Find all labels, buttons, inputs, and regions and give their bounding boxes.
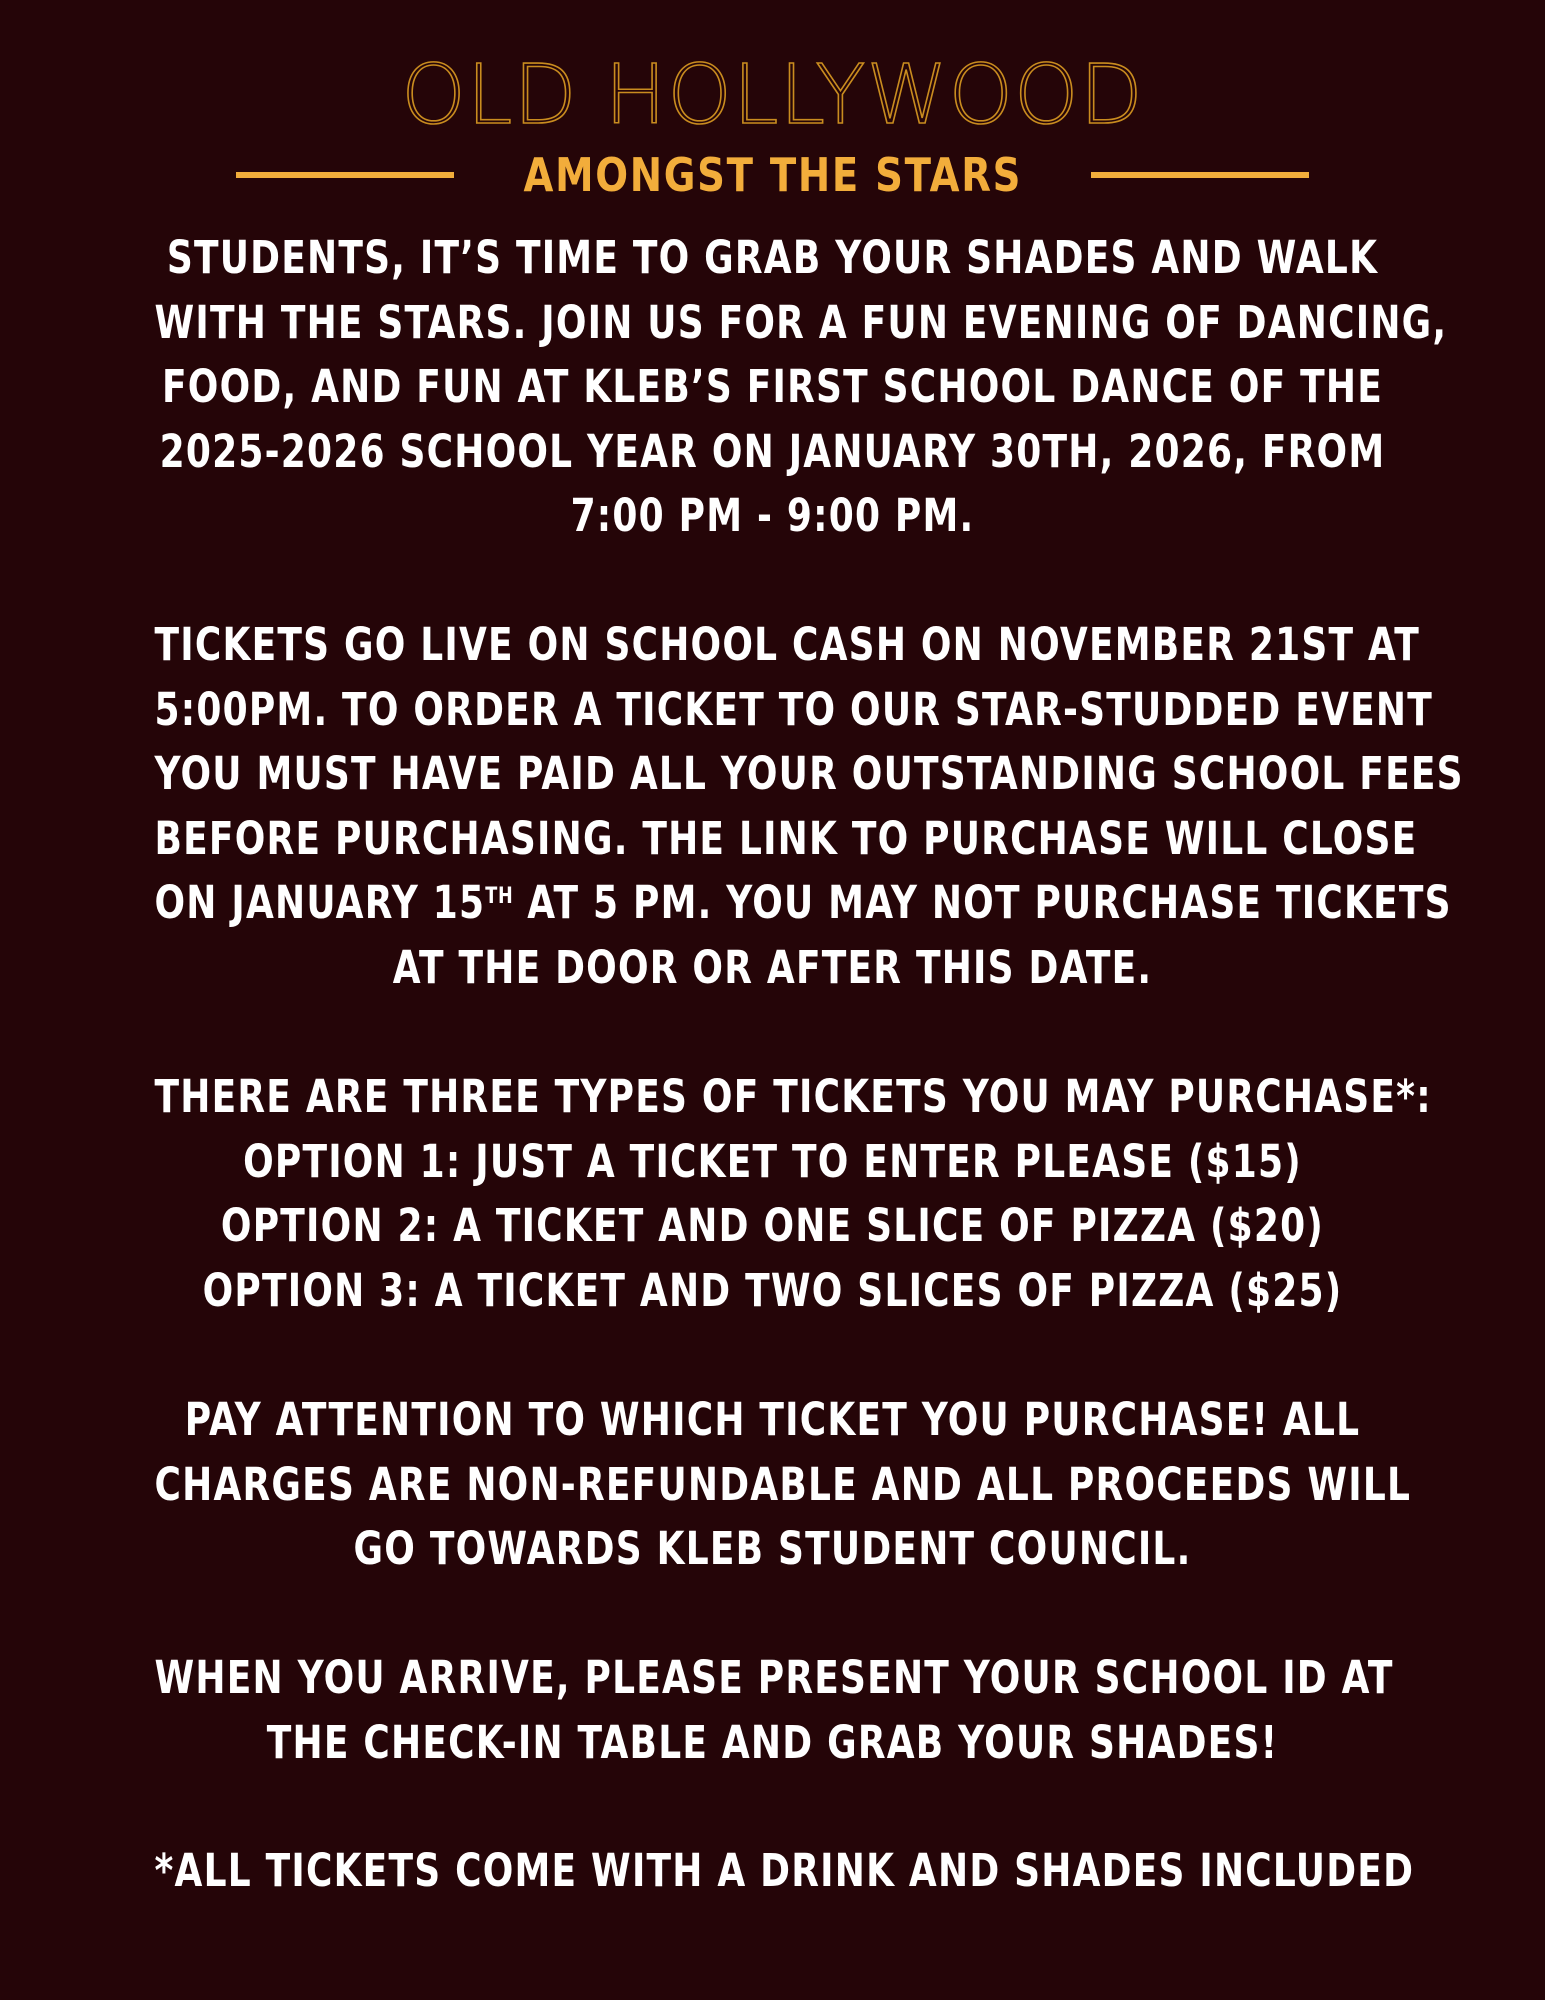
- arrival-line: WHEN YOU ARRIVE, PLEASE PRESENT YOUR SCHOOL ID AT: [154, 1651, 1394, 1704]
- tickets-info-line: YOU MUST HAVE PAID ALL YOUR OUTSTANDING SCHOOL FEES: [154, 747, 1464, 800]
- right-divider: [1091, 172, 1309, 178]
- footnote-paragraph: [0, 1839, 1545, 1904]
- tickets-close-line: [154, 871, 1452, 936]
- arrival-line: THE CHECK-IN TABLE AND GRAB YOUR SHADES!: [266, 1715, 1279, 1769]
- tickets-info-line: BEFORE PURCHASING. THE LINK TO PURCHASE WILL CLOSE: [154, 811, 1418, 865]
- ticket-option: OPTION 1: JUST A TICKET TO ENTER PLEASE ($15): [243, 1134, 1302, 1188]
- ticket-types-paragraph: [0, 1065, 1545, 1323]
- attention-line: GO TOWARDS KLEB STUDENT COUNCIL.: [353, 1522, 1192, 1575]
- tickets-info-paragraph: [0, 613, 1545, 1000]
- ticket-types-intro: THERE ARE THREE TYPES OF TICKETS YOU MAY PURCHASE*:: [154, 1070, 1432, 1123]
- attention-paragraph: [0, 1388, 1545, 1582]
- ordinal-suffix: TH: [485, 884, 514, 909]
- arrival-paragraph: [0, 1646, 1545, 1775]
- footnote: *ALL TICKETS COME WITH A DRINK AND SHADES INCLUDED: [154, 1844, 1415, 1897]
- attention-line: CHARGES ARE NON-REFUNDABLE AND ALL PROCEEDS WILL: [154, 1457, 1412, 1511]
- ticket-option: OPTION 3: A TICKET AND TWO SLICES OF PIZZA ($25): [202, 1263, 1343, 1317]
- page-title: OLD HOLLYWOOD: [401, 48, 1144, 143]
- intro-line: 7:00 PM - 9:00 PM.: [570, 489, 975, 542]
- intro-line: FOOD, AND FUN AT KLEB’S FIRST SCHOOL DANCE OF THE: [161, 360, 1384, 413]
- tickets-info-line: 5:00PM. TO ORDER A TICKET TO OUR STAR-STUDDED EVENT: [154, 682, 1433, 736]
- left-divider: [236, 172, 454, 178]
- intro-line: STUDENTS, IT’S TIME TO GRAB YOUR SHADES AND WALK: [166, 231, 1379, 284]
- subtitle-banner: [0, 140, 1545, 210]
- intro-line: WITH THE STARS. JOIN US FOR A FUN EVENING OF DANCING,: [154, 295, 1448, 349]
- ticket-option: OPTION 2: A TICKET AND ONE SLICE OF PIZZA ($20): [220, 1199, 1325, 1252]
- close-time-text: AT 5 PM. YOU MAY NOT PURCHASE TICKETS: [513, 876, 1452, 929]
- tickets-info-line: AT THE DOOR OR AFTER THIS DATE.: [392, 940, 1153, 994]
- subtitle: AMONGST THE STARS: [523, 148, 1022, 202]
- intro-line: 2025-2026 SCHOOL YEAR ON JANUARY 30TH, 2026, FROM: [159, 424, 1386, 478]
- attention-line: PAY ATTENTION TO WHICH TICKET YOU PURCHASE! ALL: [184, 1393, 1361, 1446]
- intro-paragraph: [0, 226, 1545, 549]
- close-date-text: ON JANUARY 15: [154, 876, 486, 929]
- tickets-info-line: TICKETS GO LIVE ON SCHOOL CASH ON NOVEMBER 21ST AT: [154, 618, 1421, 671]
